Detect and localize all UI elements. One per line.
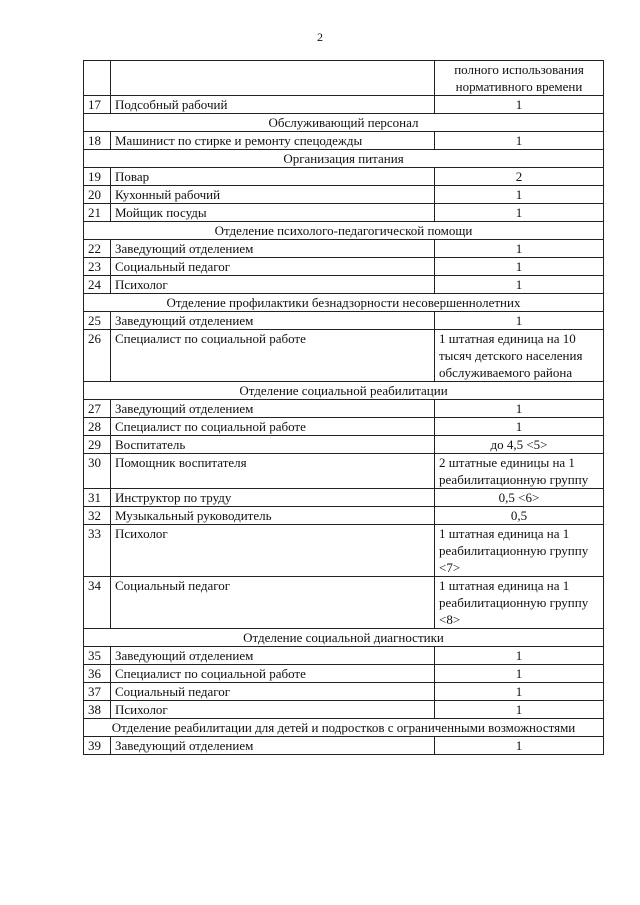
position-name: Психолог bbox=[111, 701, 435, 719]
section-title: Отделение социальной реабилитации bbox=[84, 382, 604, 400]
staff-units: 1 bbox=[435, 96, 604, 114]
row-number: 18 bbox=[84, 132, 111, 150]
section-title: Отделение реабилитации для детей и подростков с ограниченными возможностями bbox=[84, 719, 604, 737]
position-name: Повар bbox=[111, 168, 435, 186]
staff-units: 1 bbox=[435, 400, 604, 418]
staff-units: 1 bbox=[435, 132, 604, 150]
row-number: 28 bbox=[84, 418, 111, 436]
row-number: 36 bbox=[84, 665, 111, 683]
table-row bbox=[84, 647, 604, 665]
row-number bbox=[84, 61, 111, 96]
position-name: Специалист по социальной работе bbox=[111, 330, 435, 382]
table-row bbox=[84, 577, 604, 629]
section-header-row bbox=[84, 382, 604, 400]
row-number: 21 bbox=[84, 204, 111, 222]
staff-units: 2 штатные единицы на 1 реабилитационную группу bbox=[435, 454, 604, 489]
table-row bbox=[84, 61, 604, 96]
position-name: Инструктор по труду bbox=[111, 489, 435, 507]
table-row bbox=[84, 400, 604, 418]
table-row bbox=[84, 312, 604, 330]
position-name: Социальный педагог bbox=[111, 577, 435, 629]
staff-units: 2 bbox=[435, 168, 604, 186]
section-header-row bbox=[84, 222, 604, 240]
staff-units: 1 bbox=[435, 276, 604, 294]
row-number: 27 bbox=[84, 400, 111, 418]
position-name: Мойщик посуды bbox=[111, 204, 435, 222]
position-name: Подсобный рабочий bbox=[111, 96, 435, 114]
table-row bbox=[84, 96, 604, 114]
table-row bbox=[84, 258, 604, 276]
position-name: Психолог bbox=[111, 276, 435, 294]
section-header-row bbox=[84, 114, 604, 132]
row-number: 34 bbox=[84, 577, 111, 629]
staff-units: 1 bbox=[435, 683, 604, 701]
staff-units: 0,5 bbox=[435, 507, 604, 525]
position-name: Психолог bbox=[111, 525, 435, 577]
position-name: Музыкальный руководитель bbox=[111, 507, 435, 525]
table-row bbox=[84, 507, 604, 525]
table-row bbox=[84, 132, 604, 150]
row-number: 24 bbox=[84, 276, 111, 294]
staffing-table-body bbox=[84, 61, 604, 755]
row-number: 22 bbox=[84, 240, 111, 258]
staff-units: 1 bbox=[435, 186, 604, 204]
staff-units: до 4,5 <5> bbox=[435, 436, 604, 454]
staff-units: 1 bbox=[435, 418, 604, 436]
section-header-row bbox=[84, 719, 604, 737]
staff-units: 1 штатная единица на 1 реабилитационную группу <7> bbox=[435, 525, 604, 577]
table-row bbox=[84, 168, 604, 186]
staff-units: полного использования нормативного времени bbox=[435, 61, 604, 96]
table-row bbox=[84, 525, 604, 577]
position-name: Воспитатель bbox=[111, 436, 435, 454]
position-name bbox=[111, 61, 435, 96]
staff-units: 1 bbox=[435, 701, 604, 719]
staffing-table bbox=[83, 60, 604, 755]
row-number: 30 bbox=[84, 454, 111, 489]
table-row bbox=[84, 737, 604, 755]
position-name: Специалист по социальной работе bbox=[111, 418, 435, 436]
row-number: 17 bbox=[84, 96, 111, 114]
table-row bbox=[84, 665, 604, 683]
position-name: Помощник воспитателя bbox=[111, 454, 435, 489]
table-row bbox=[84, 454, 604, 489]
table-row bbox=[84, 330, 604, 382]
row-number: 35 bbox=[84, 647, 111, 665]
position-name: Социальный педагог bbox=[111, 683, 435, 701]
staff-units: 1 bbox=[435, 647, 604, 665]
row-number: 26 bbox=[84, 330, 111, 382]
position-name: Заведующий отделением bbox=[111, 400, 435, 418]
row-number: 39 bbox=[84, 737, 111, 755]
row-number: 19 bbox=[84, 168, 111, 186]
staff-units: 1 bbox=[435, 312, 604, 330]
section-header-row bbox=[84, 629, 604, 647]
row-number: 37 bbox=[84, 683, 111, 701]
position-name: Машинист по стирке и ремонту спецодежды bbox=[111, 132, 435, 150]
table-row bbox=[84, 489, 604, 507]
section-title: Отделение психолого-педагогической помощи bbox=[84, 222, 604, 240]
row-number: 29 bbox=[84, 436, 111, 454]
position-name: Заведующий отделением bbox=[111, 647, 435, 665]
position-name: Специалист по социальной работе bbox=[111, 665, 435, 683]
section-title: Обслуживающий персонал bbox=[84, 114, 604, 132]
row-number: 33 bbox=[84, 525, 111, 577]
table-row bbox=[84, 683, 604, 701]
table-row bbox=[84, 204, 604, 222]
section-title: Отделение социальной диагностики bbox=[84, 629, 604, 647]
table-row bbox=[84, 276, 604, 294]
staff-units: 1 штатная единица на 10 тысяч детского населения обслуживаемого района bbox=[435, 330, 604, 382]
position-name: Социальный педагог bbox=[111, 258, 435, 276]
staff-units: 1 bbox=[435, 204, 604, 222]
section-title: Отделение профилактики безнадзорности несовершеннолетних bbox=[84, 294, 604, 312]
table-row bbox=[84, 240, 604, 258]
section-header-row bbox=[84, 150, 604, 168]
section-title: Организация питания bbox=[84, 150, 604, 168]
row-number: 31 bbox=[84, 489, 111, 507]
page-number: 2 bbox=[317, 30, 323, 44]
table-row bbox=[84, 436, 604, 454]
table-row bbox=[84, 186, 604, 204]
staff-units: 1 bbox=[435, 665, 604, 683]
position-name: Заведующий отделением bbox=[111, 737, 435, 755]
staff-units: 1 bbox=[435, 258, 604, 276]
staff-units: 1 bbox=[435, 737, 604, 755]
staff-units: 1 штатная единица на 1 реабилитационную группу <8> bbox=[435, 577, 604, 629]
position-name: Кухонный рабочий bbox=[111, 186, 435, 204]
section-header-row bbox=[84, 294, 604, 312]
staff-units: 0,5 <6> bbox=[435, 489, 604, 507]
row-number: 32 bbox=[84, 507, 111, 525]
position-name: Заведующий отделением bbox=[111, 312, 435, 330]
row-number: 20 bbox=[84, 186, 111, 204]
position-name: Заведующий отделением bbox=[111, 240, 435, 258]
table-row bbox=[84, 418, 604, 436]
row-number: 25 bbox=[84, 312, 111, 330]
table-row bbox=[84, 701, 604, 719]
staff-units: 1 bbox=[435, 240, 604, 258]
row-number: 23 bbox=[84, 258, 111, 276]
row-number: 38 bbox=[84, 701, 111, 719]
